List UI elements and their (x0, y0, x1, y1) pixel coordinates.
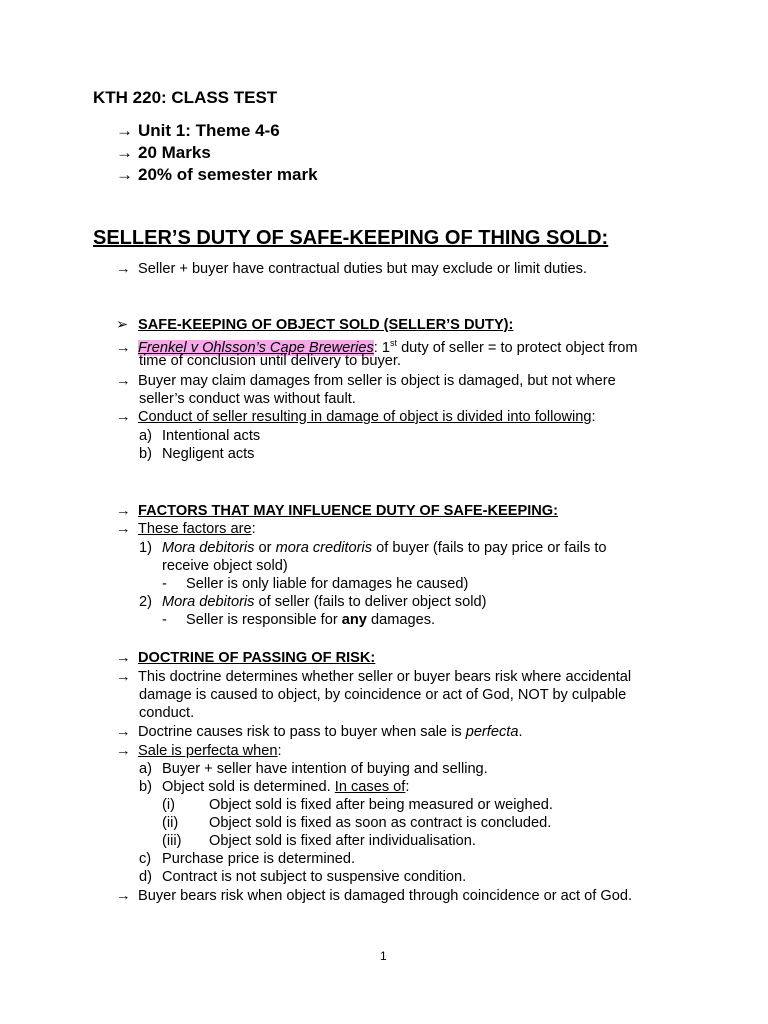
list-item: a) Intentional acts (139, 428, 261, 444)
risk-last: → Buyer bears risk when object is damaged through coincidence or act of God. (116, 888, 633, 904)
arrow-icon: → (116, 743, 131, 759)
sub-item: - Seller is only liable for damages he caused) (162, 576, 469, 592)
factors-heading: → FACTORS THAT MAY INFLUENCE DUTY OF SAFE-KEEPING: (116, 503, 559, 519)
list-item: b) Negligent acts (139, 446, 255, 462)
arrow-icon: → (116, 373, 131, 389)
list-item: 2) Mora debitoris of seller (fails to deliver object sold) (139, 594, 487, 610)
list-item: a) Buyer + seller have intention of buying and selling. (139, 761, 488, 777)
sub-item: (iii) Object sold is fixed after individualisation. (162, 833, 476, 849)
arrow-icon: → (116, 165, 133, 184)
factors-intro: → These factors are: (116, 521, 256, 537)
risk-p1-line3: conduct. (139, 705, 195, 721)
perfecta-line: → Sale is perfecta when: (116, 743, 282, 759)
arrow-icon: → (116, 339, 131, 356)
sub-item: (ii) Object sold is fixed as soon as contract is concluded. (162, 815, 552, 831)
safekeeping-heading: ➢ SAFE-KEEPING OF OBJECT SOLD (SELLER’S DUTY): (116, 317, 514, 333)
case-name-highlight: Frenkel v Ohlsson’s Cape Breweries (138, 339, 374, 356)
page-number: 1 (380, 949, 387, 963)
conduct-line: → Conduct of seller resulting in damage of object is divided into following: (116, 409, 596, 425)
doc-title: KTH 220: CLASS TEST (93, 88, 278, 107)
claim-line-2: seller’s conduct was without fault. (139, 391, 356, 407)
header-bullet: → 20% of semester mark (116, 165, 318, 184)
risk-p2: → Doctrine causes risk to pass to buyer when sale is perfecta. (116, 724, 523, 740)
arrow-icon: → (116, 261, 131, 277)
arrow-icon: → (116, 724, 131, 740)
arrow-icon: → (116, 143, 133, 162)
intro-line: → Seller + buyer have contractual duties but may exclude or limit duties. (116, 261, 587, 277)
header-bullet: → Unit 1: Theme 4-6 (116, 121, 280, 140)
case-line-2: time of conclusion until delivery to buyer. (139, 353, 402, 369)
header-bullet: → 20 Marks (116, 143, 211, 162)
sub-item: - Seller is responsible for any damages. (162, 612, 436, 628)
case-line: → Frenkel v Ohlsson’s Cape Breweries: 1st duty of seller = to protect object from (116, 338, 638, 356)
list-item: c) Purchase price is determined. (139, 851, 356, 867)
arrow-icon: → (116, 521, 131, 537)
section-heading: SELLER’S DUTY OF SAFE-KEEPING OF THING SOLD: (93, 227, 609, 249)
arrow-icon: → (116, 669, 131, 685)
risk-heading: → DOCTRINE OF PASSING OF RISK: (116, 650, 376, 666)
list-item: 1) Mora debitoris or mora creditoris of buyer (fails to pay price or fails to (139, 540, 607, 556)
risk-p1-line2: damage is caused to object, by coincidence or act of God, NOT by culpable (139, 687, 627, 703)
list-item-cont: receive object sold) (162, 558, 288, 574)
arrow-icon: → (116, 503, 131, 519)
list-item: b) Object sold is determined. In cases of: (139, 779, 410, 795)
arrow-icon: → (116, 650, 131, 666)
list-item: d) Contract is not subject to suspensive condition. (139, 869, 467, 885)
sub-item: (i) Object sold is fixed after being measured or weighed. (162, 797, 553, 813)
arrow-icon: → (116, 888, 131, 904)
arrow-icon: → (116, 121, 133, 140)
arrowhead-bullet-icon: ➢ (116, 317, 129, 333)
claim-line: → Buyer may claim damages from seller is object is damaged, but not where (116, 373, 616, 389)
risk-p1: → This doctrine determines whether seller or buyer bears risk where accidental (116, 669, 632, 685)
arrow-icon: → (116, 409, 131, 425)
